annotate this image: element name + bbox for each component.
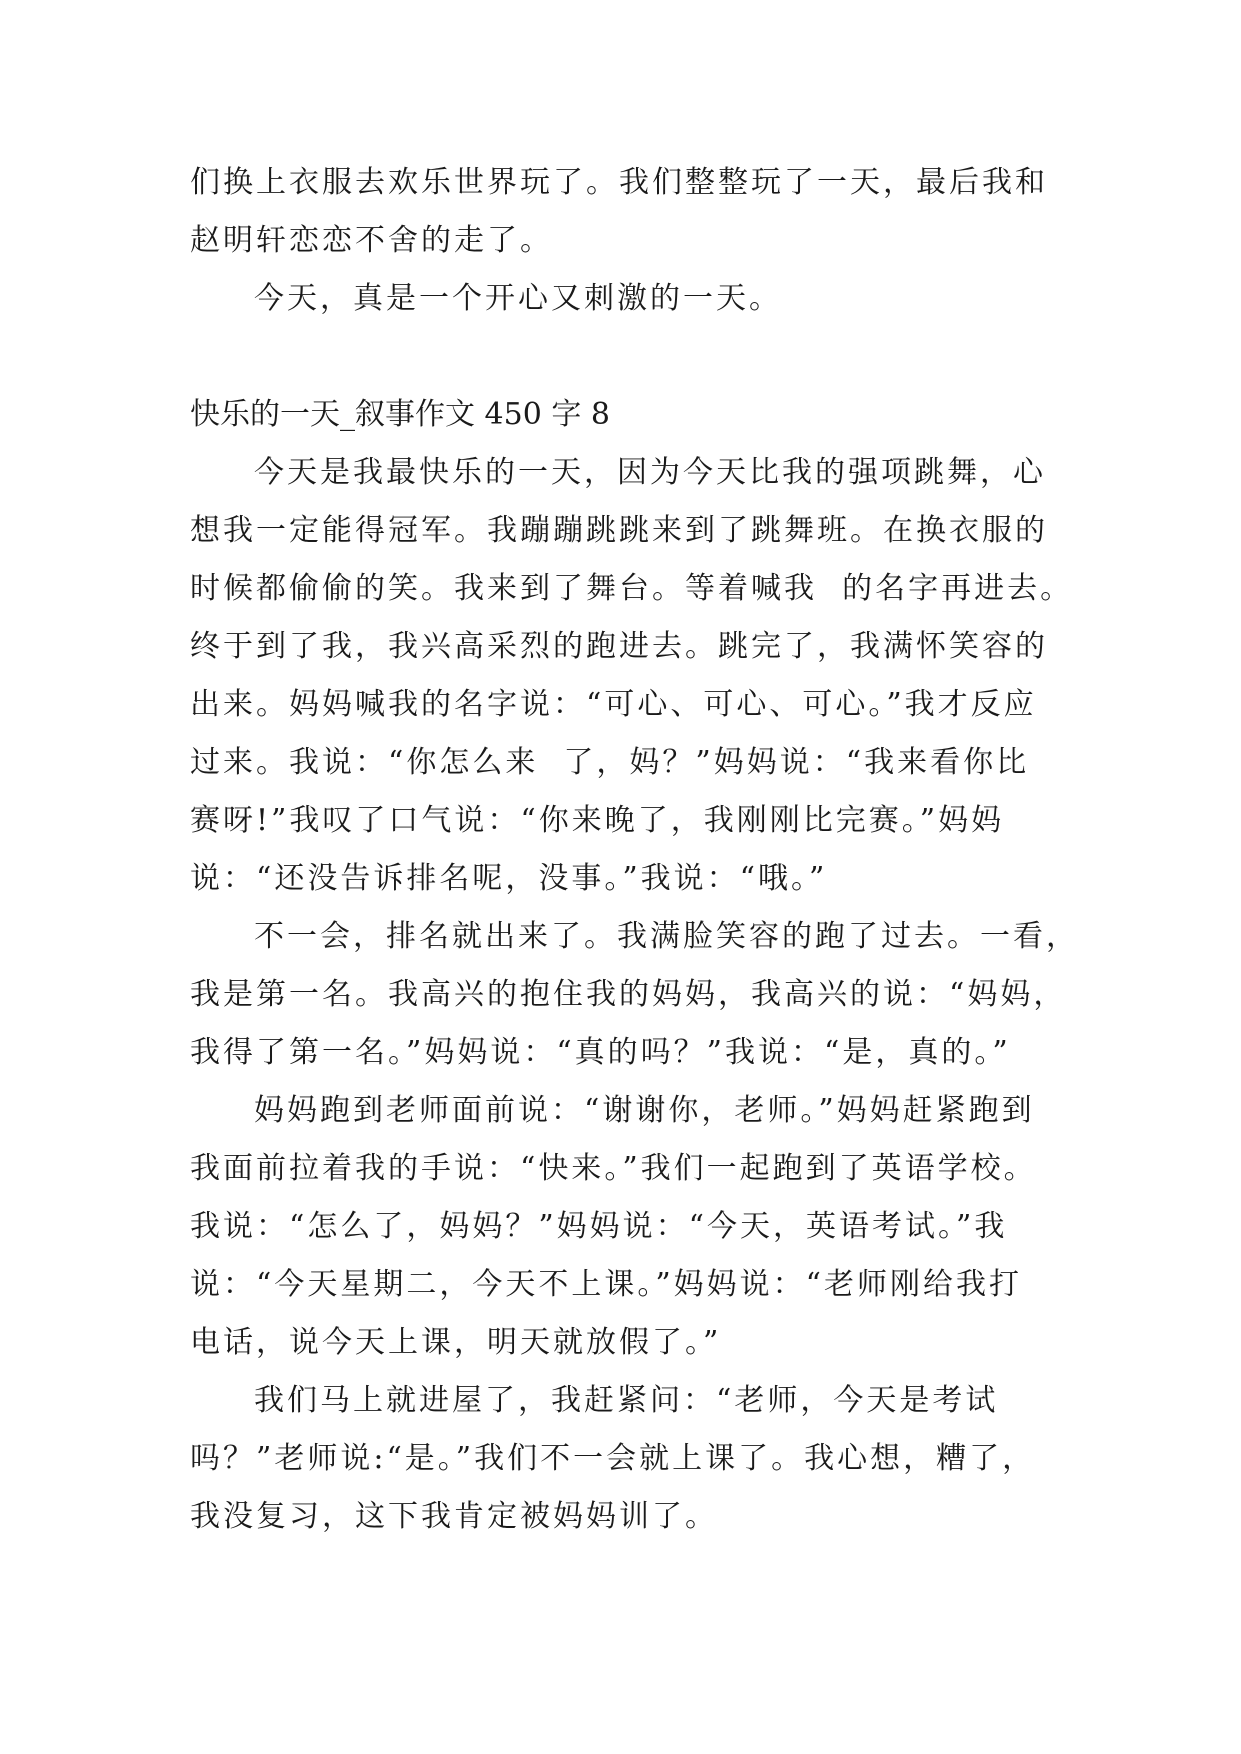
- section-title: 快乐的一天_叙事作文 450 字 8: [190, 397, 610, 432]
- text-line: 妈妈跑到老师面前说：“谢谢你，老师。”妈妈赶紧跑到: [254, 1093, 1035, 1128]
- text-line: 说：“今天星期二，今天不上课。”妈妈说：“老师刚给我打: [190, 1267, 1023, 1302]
- text-line: 过来。我说：“你怎么来 了，妈？”妈妈说：“我来看你比: [190, 745, 1030, 780]
- text-line: 出来。妈妈喊我的名字说：“可心、可心、可心。”我才反应: [190, 687, 1037, 722]
- text-line: 不一会，排名就出来了。我满脸笑容的跑了过去。一看，: [254, 919, 1079, 954]
- closing-paragraph: 今天，真是一个开心又刺激的一天。: [254, 281, 782, 316]
- text-line: 们换上衣服去欢乐世界玩了。我们整整玩了一天，最后我和: [190, 165, 1048, 200]
- text-line: 终于到了我，我兴高采烈的跑进去。跳完了，我满怀笑容的: [190, 629, 1048, 664]
- text-line: 我是第一名。我高兴的抱住我的妈妈，我高兴的说：“妈妈，: [190, 977, 1067, 1012]
- text-line: 我得了第一名。”妈妈说：“真的吗？”我说：“是，真的。”: [190, 1035, 1011, 1070]
- text-line: 我说：“怎么了，妈妈？”妈妈说：“今天，英语考试。”我: [190, 1209, 1008, 1244]
- text-line: 时候都偷偷的笑。我来到了舞台。等着喊我 的名字再进去。: [190, 571, 1074, 606]
- text-line: 想我一定能得冠军。我蹦蹦跳跳来到了跳舞班。在换衣服的: [190, 513, 1048, 548]
- text-line: 电话，说今天上课，明天就放假了。”: [190, 1325, 722, 1360]
- text-line: 我们马上就进屋了，我赶紧问：“老师，今天是考试: [254, 1383, 999, 1418]
- text-line: 说：“还没告诉排名呢，没事。”我说：“哦。”: [190, 861, 828, 896]
- text-line: 吗？”老师说:“是。”我们不一会就上课了。我心想，糟了，: [190, 1441, 1036, 1476]
- text-line: 赵明轩恋恋不舍的走了。: [190, 223, 553, 258]
- text-line: 我面前拉着我的手说：“快来。”我们一起跑到了英语学校。: [190, 1151, 1037, 1186]
- text-line: 今天是我最快乐的一天，因为今天比我的强项跳舞，心: [254, 455, 1046, 490]
- text-line: 我没复习，这下我肯定被妈妈训了。: [190, 1499, 718, 1534]
- text-line: 赛呀!”我叹了口气说：“你来晚了，我刚刚比完赛。”妈妈: [190, 803, 1005, 838]
